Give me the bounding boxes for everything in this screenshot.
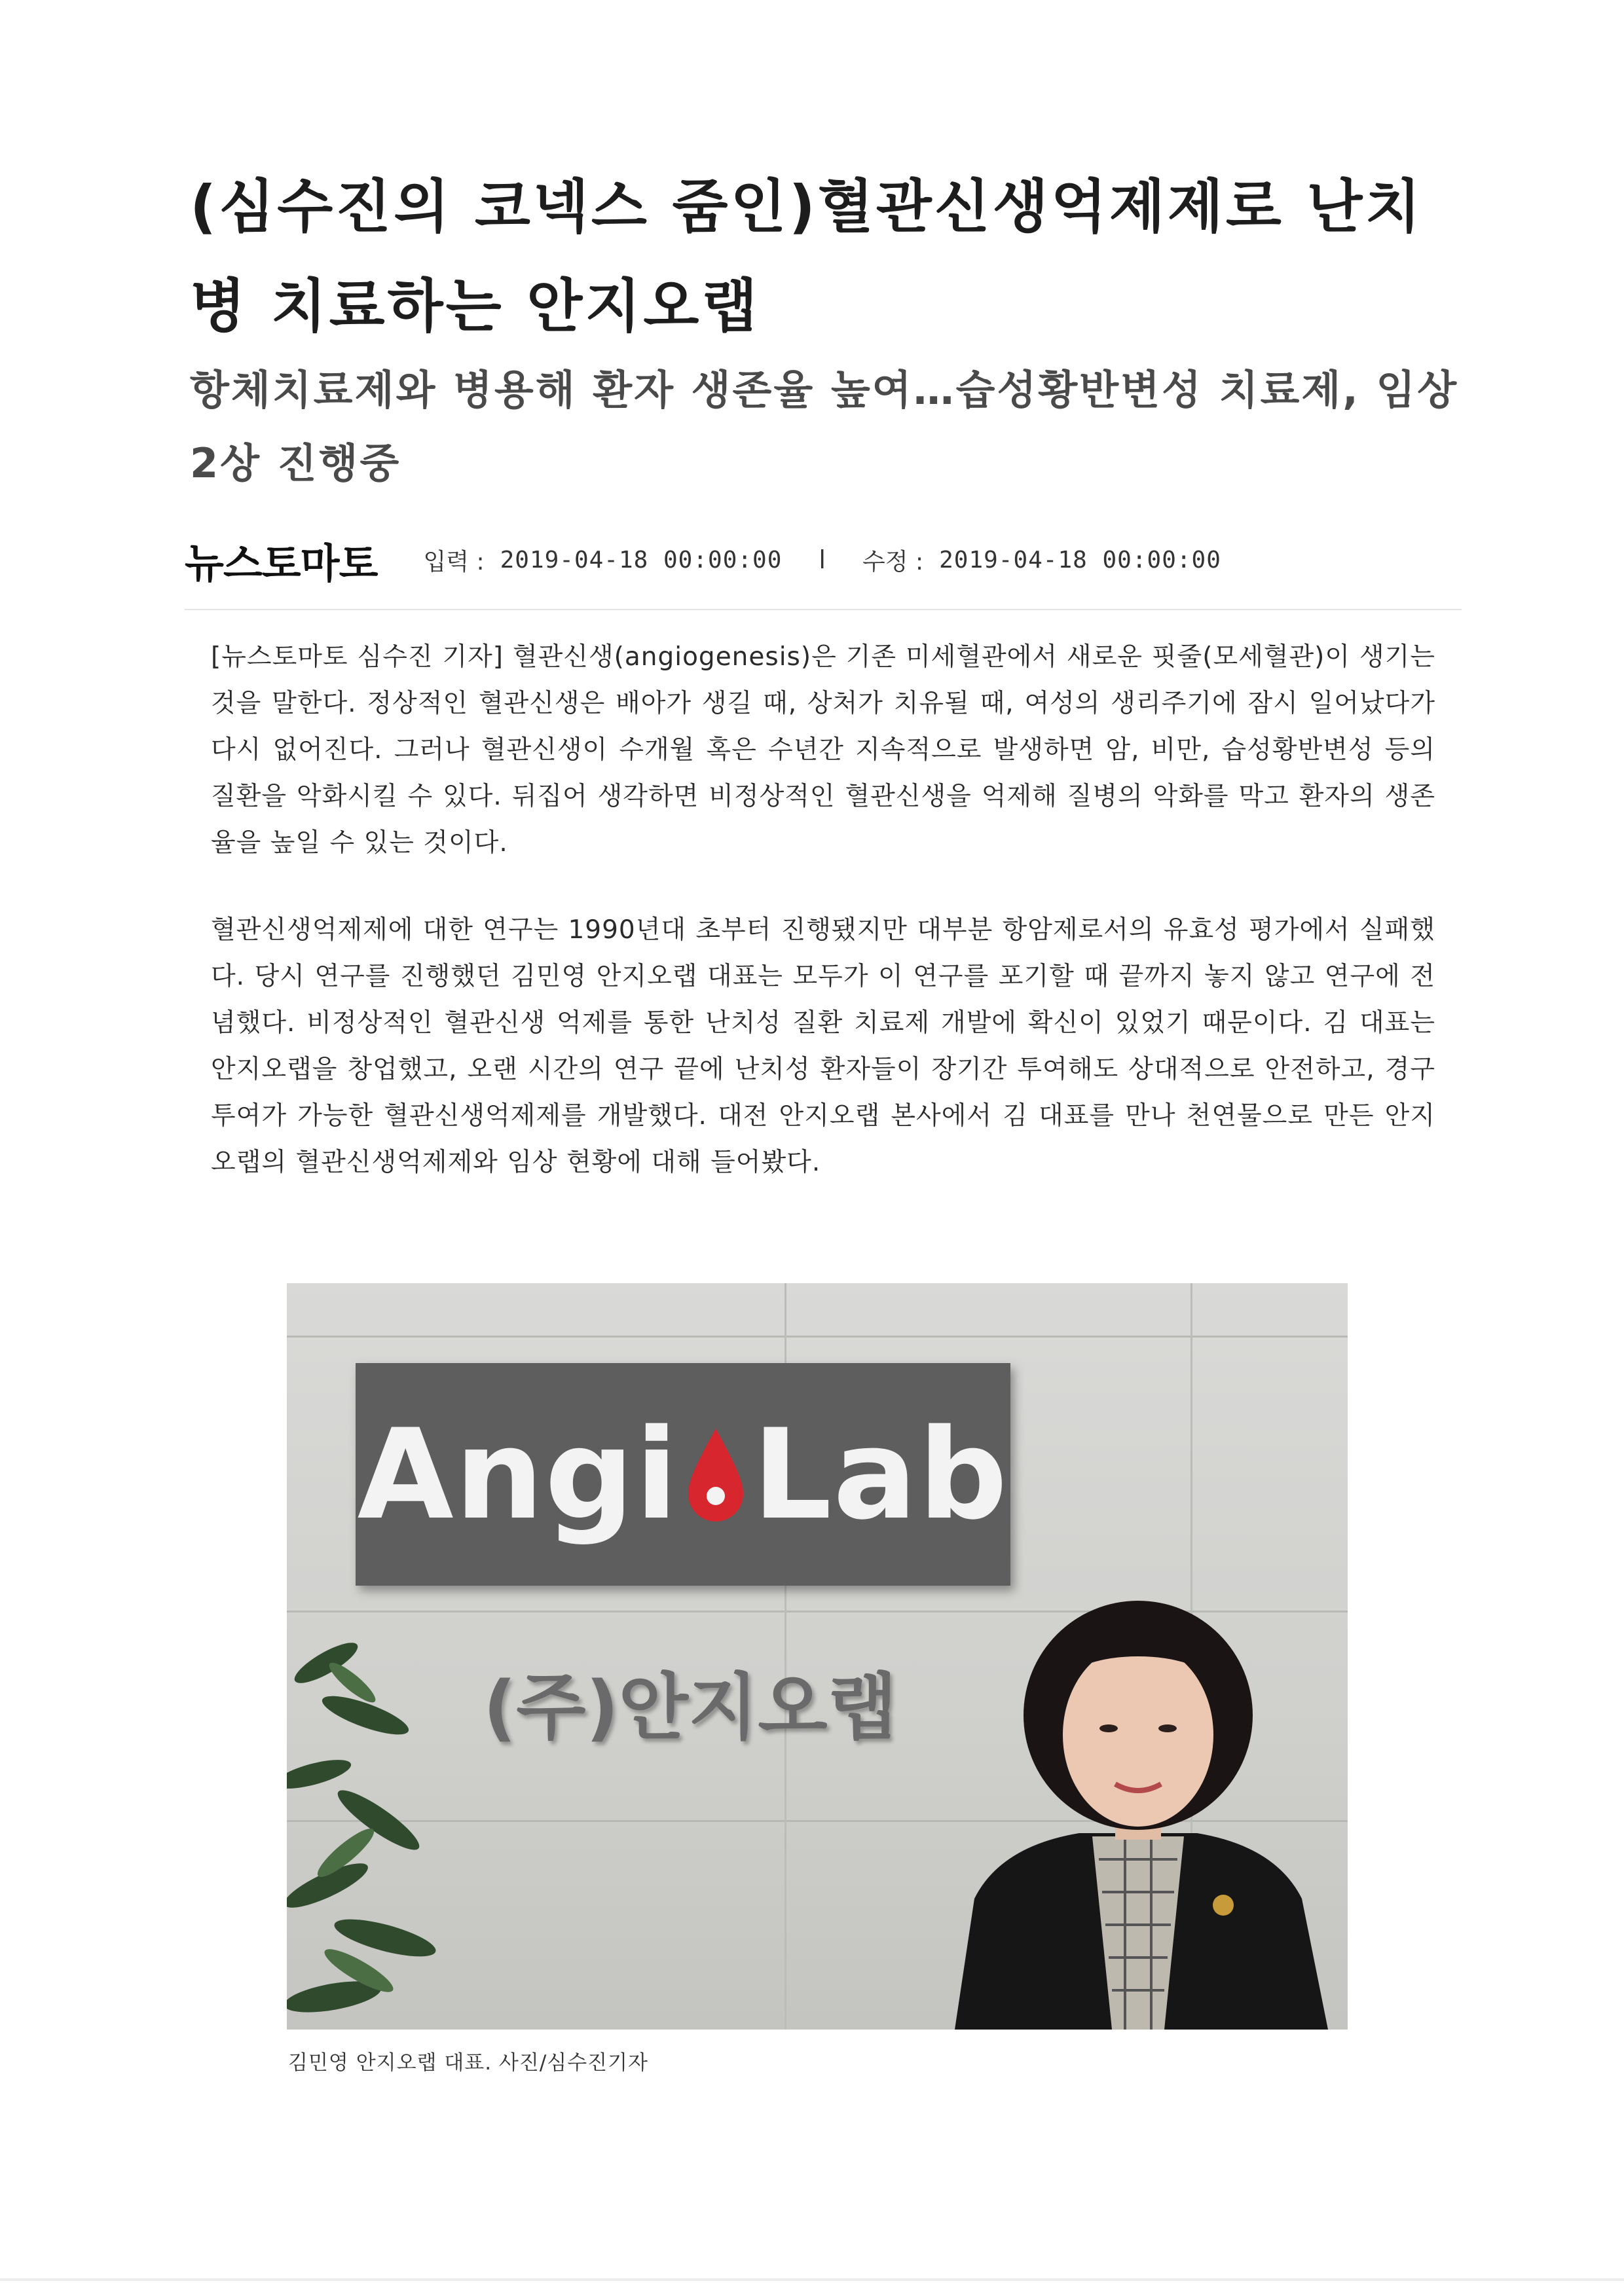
article-meta xyxy=(185,530,1462,589)
article-headline: (심수진의 코넥스 줌인)혈관신생억제제로 난치병 치료하는 안지오랩 xyxy=(190,173,1424,340)
logo-text-right: Lab xyxy=(752,1402,1009,1547)
article-paragraph: [뉴스토마토 심수진 기자] 혈관신생(angiogenesis)은 기존 미세혈관에서 새로운 핏줄(모세혈관)이 생기는 것을 말한다. 정상적인 혈관신생은 배아가 생길 때, 상처가 치유될 때, 여성의 생리주기에 잠시 일어났다가 다시 없어진다. 그러나 혈관신생이 수개월 혹은 수년간 지속적으로 발생하면 암, 비만, 습성황반변성 등의 질환을 악화시킬 수 있다. 뒤집어 생각하면 비정상적인 혈관신생을 억제해 질병의 악화를 막고 환자의 생존율을 높일 수 있는 것이다. xyxy=(211,642,1435,858)
input-date-label: 입력 : xyxy=(423,548,485,575)
article-subheadline: 항체치료제와 병용해 환자 생존율 높여…습성황반변성 치료제, 임상 2상 진행중 xyxy=(190,366,1459,487)
wall-tile-line xyxy=(287,1336,1348,1338)
company-signboard xyxy=(356,1363,1010,1586)
input-date: 2019-04-18 00:00:00 xyxy=(500,546,783,574)
plant-leaves xyxy=(287,1624,483,2030)
modified-date: 2019-04-18 00:00:00 xyxy=(939,546,1221,574)
blood-drop-icon xyxy=(683,1425,748,1523)
article-photo xyxy=(287,1283,1348,2030)
meta-separator: l xyxy=(819,545,826,574)
company-logo xyxy=(358,1402,1009,1547)
person-portrait xyxy=(929,1584,1348,2030)
photo-caption: 김민영 안지오랩 대표. 사진/심수진기자 xyxy=(288,2051,648,2075)
modified-date-label: 수정 : xyxy=(862,548,924,575)
article-paragraph: 혈관신생억제제에 대한 연구는 1990년대 초부터 진행됐지만 대부분 항암제로서의 유효성 평가에서 실패했다. 당시 연구를 진행했던 김민영 안지오랩 대표는 모두가 이 연구를 포기할 때 끝까지 놓지 않고 연구에 전념했다. 비정상적인 혈관신생 억제를 통한 난치성 질환 치료제 개발에 확신이 있었기 때문이다. 김 대표는 안지오랩을 창업했고, 오랜 시간의 연구 끝에 난치성 환자들이 장기간 투여해도 상대적으로 안전하고, 경구 투여가 가능한 혈관신생억제제를 개발했다. 대전 안지오랩 본사에서 김 대표를 만나 천연물으로 만든 안지오랩의 혈관신생억제제와 임상 현황에 대해 들어봤다. xyxy=(211,915,1435,1177)
logo-text-left: Angi xyxy=(357,1402,680,1547)
publisher-logo: 뉴스토마토 xyxy=(185,539,378,587)
korean-company-sign: (주)안지오랩 xyxy=(483,1666,897,1749)
meta-divider xyxy=(185,609,1462,610)
scan-edge-line xyxy=(0,2278,1624,2281)
